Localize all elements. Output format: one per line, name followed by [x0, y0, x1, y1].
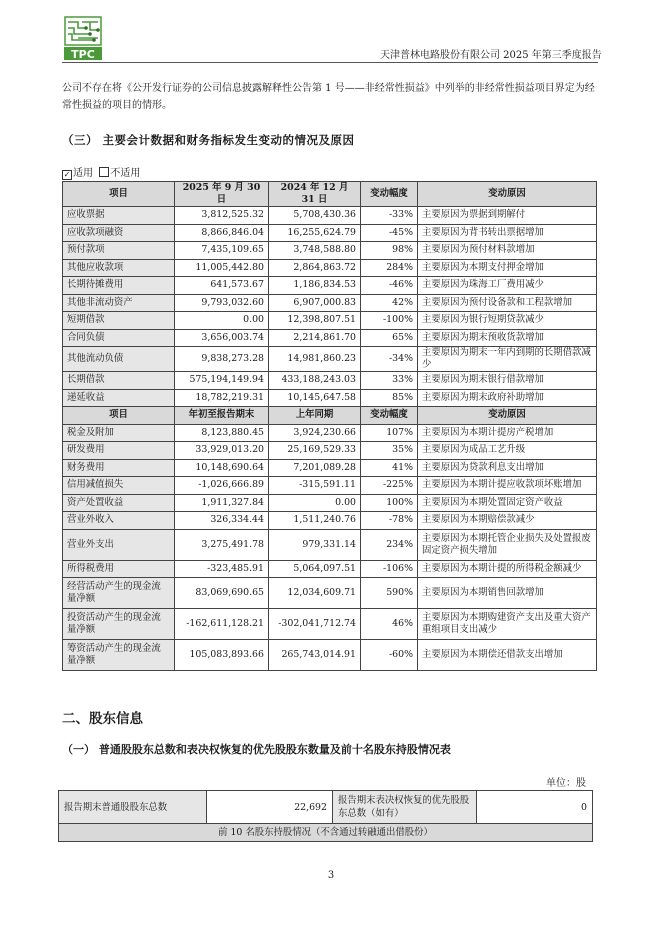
applicable-checkbox[interactable] [62, 168, 93, 179]
prior-value-cell: 16,255,624.79 [269, 224, 361, 242]
current-value-cell: 33,929,013.20 [175, 442, 269, 460]
reason-cell: 主要原因为本期支付押金增加 [418, 259, 597, 277]
prior-value-cell: 7,201,089.28 [269, 459, 361, 477]
current-value-cell: 18,782,219.31 [175, 389, 269, 407]
preferred-holders-value: 0 [477, 791, 593, 824]
item-cell: 营业外收入 [63, 512, 175, 530]
item-cell: 营业外支出 [63, 529, 175, 560]
item-cell: 预付款项 [63, 242, 175, 260]
table-row [63, 347, 597, 372]
change-rate-cell: -100% [361, 312, 418, 330]
current-value-cell: 11,005,442.80 [175, 259, 269, 277]
prior-value-cell: 5,708,430.36 [269, 207, 361, 225]
not-applicable-checkbox[interactable] [99, 168, 140, 179]
table-row [63, 477, 597, 495]
reason-cell: 主要原因为期末政府补助增加 [418, 389, 597, 407]
table-row [63, 312, 597, 330]
current-value-cell: -1,026,666.89 [175, 477, 269, 495]
table-row [63, 424, 597, 442]
item-cell: 筹资活动产生的现金流量净额 [63, 640, 175, 671]
reason-cell: 主要原因为背书转出票据增加 [418, 224, 597, 242]
reason-cell: 主要原因为预付设备款和工程款增加 [418, 294, 597, 312]
change-rate-cell: 46% [361, 609, 418, 640]
current-value-cell: 8,123,880.45 [175, 424, 269, 442]
table-row [63, 389, 597, 407]
reason-cell: 主要原因为贷款利息支出增加 [418, 459, 597, 477]
prior-value-cell: 1,511,240.76 [269, 512, 361, 530]
reason-cell: 主要原因为本期购建资产支出及重大资产重组项目支出减少 [418, 609, 597, 640]
table-header-income [63, 407, 597, 425]
current-value-cell: 3,812,525.32 [175, 207, 269, 225]
prior-value-cell: 433,188,243.03 [269, 372, 361, 390]
table-row [63, 442, 597, 460]
reason-cell: 主要原因为本期计提应收款项坏账增加 [418, 477, 597, 495]
item-cell: 财务费用 [63, 459, 175, 477]
reason-cell: 主要原因为本期托管企业损失及处置报废固定资产损失增加 [418, 529, 597, 560]
current-value-cell: 326,334.44 [175, 512, 269, 530]
current-value-cell: 9,838,273.28 [175, 347, 269, 372]
preferred-holders-label: 报告期末表决权恢复的优先股股东总数（如有） [333, 791, 477, 824]
reason-cell: 主要原因为期末预收货款增加 [418, 329, 597, 347]
change-rate-cell: 85% [361, 389, 418, 407]
table-row [63, 459, 597, 477]
prior-value-cell: 0.00 [269, 494, 361, 512]
table-row [63, 512, 597, 530]
table-row [63, 640, 597, 671]
current-value-cell: 3,656,003.74 [175, 329, 269, 347]
change-rate-cell: 41% [361, 459, 418, 477]
header-cell: 变动幅度 [361, 182, 418, 207]
item-cell: 所得税费用 [63, 560, 175, 578]
prior-value-cell: 25,169,529.33 [269, 442, 361, 460]
table-row [59, 791, 593, 824]
item-cell: 研发费用 [63, 442, 175, 460]
reason-cell: 主要原因为本期计提的所得税金额减少 [418, 560, 597, 578]
change-rate-cell: 33% [361, 372, 418, 390]
change-rate-cell: -33% [361, 207, 418, 225]
header-cell: 项目 [63, 182, 175, 207]
not-applicable-label: 不适用 [110, 168, 141, 179]
table-row [63, 294, 597, 312]
reason-cell: 主要原因为本期赔偿款减少 [418, 512, 597, 530]
prior-value-cell: -302,041,712.74 [269, 609, 361, 640]
table-row [63, 578, 597, 609]
prior-value-cell: 1,186,834.53 [269, 277, 361, 295]
item-cell: 应收款项融资 [63, 224, 175, 242]
header-cell: 年初至报告期末 [175, 407, 269, 425]
intro-paragraph: 公司不存在将《公开发行证券的公司信息披露解释性公告第 1 号——非经常性损益》中列举的非经常性损益项目界定为经常性损益的项目的情形。 [62, 83, 595, 111]
common-holders-label: 报告期末普通股股东总数 [59, 791, 207, 824]
current-value-cell: 641,573.67 [175, 277, 269, 295]
item-cell: 资产处置收益 [63, 494, 175, 512]
top10-holders-caption: 前 10 名股东持股情况（不含通过转融通出借股份） [59, 824, 593, 842]
prior-value-cell: 3,748,588.80 [269, 242, 361, 260]
prior-value-cell: 10,145,647.58 [269, 389, 361, 407]
change-rate-cell: -60% [361, 640, 418, 671]
section-heading-changes: （三） 主要会计数据和财务指标发生变动的情况及原因 [62, 133, 355, 147]
header-cell: 变动原因 [418, 407, 597, 425]
section-heading-shareholders: 二、股东信息 [62, 711, 143, 727]
unchecked-checkbox-icon [99, 167, 109, 177]
table-row [59, 824, 593, 842]
current-value-cell: 575,194,149.94 [175, 372, 269, 390]
header-divider [62, 62, 598, 63]
shareholder-table [58, 790, 593, 842]
current-value-cell: 3,275,491.78 [175, 529, 269, 560]
page-number: 3 [327, 870, 335, 881]
current-value-cell: 0.00 [175, 312, 269, 330]
current-value-cell: 1,911,327.84 [175, 494, 269, 512]
header-cell: 变动原因 [418, 182, 597, 207]
header-cell: 2024 年 12 月 31 日 [269, 182, 361, 207]
financial-changes-table [62, 181, 597, 671]
prior-value-cell: 2,214,861.70 [269, 329, 361, 347]
change-rate-cell: -46% [361, 277, 418, 295]
header-cell: 项目 [63, 407, 175, 425]
change-rate-cell: -45% [361, 224, 418, 242]
item-cell: 应收票据 [63, 207, 175, 225]
prior-value-cell: 3,924,230.66 [269, 424, 361, 442]
item-cell: 短期借款 [63, 312, 175, 330]
change-rate-cell: -78% [361, 512, 418, 530]
change-rate-cell: 42% [361, 294, 418, 312]
change-rate-cell: 107% [361, 424, 418, 442]
unit-label: 单位：股 [546, 778, 586, 789]
change-rate-cell: 35% [361, 442, 418, 460]
reason-cell: 主要原因为银行短期贷款减少 [418, 312, 597, 330]
subsection-heading-shareholders: （一） 普通股股东总数和表决权恢复的优先股股东数量及前十名股东持股情况表 [62, 743, 451, 756]
reason-cell: 主要原因为本期销售回款增加 [418, 578, 597, 609]
reason-cell: 主要原因为票据到期解付 [418, 207, 597, 225]
table-row [63, 329, 597, 347]
prior-value-cell: 14,981,860.23 [269, 347, 361, 372]
company-logo [64, 16, 102, 60]
item-cell: 长期待摊费用 [63, 277, 175, 295]
item-cell: 经营活动产生的现金流量净额 [63, 578, 175, 609]
current-value-cell: 8,866,846.04 [175, 224, 269, 242]
item-cell: 信用减值损失 [63, 477, 175, 495]
table-row [63, 529, 597, 560]
table-row [63, 224, 597, 242]
current-value-cell: 10,148,690.64 [175, 459, 269, 477]
prior-value-cell: 6,907,000.83 [269, 294, 361, 312]
item-cell: 递延收益 [63, 389, 175, 407]
checked-checkbox-icon: ✓ [63, 170, 71, 179]
prior-value-cell: -315,591.11 [269, 477, 361, 495]
item-cell: 其他非流动资产 [63, 294, 175, 312]
table-row [63, 372, 597, 390]
reason-cell: 主要原因为期末银行借款增加 [418, 372, 597, 390]
header-cell: 变动幅度 [361, 407, 418, 425]
item-cell: 税金及附加 [63, 424, 175, 442]
applicability-options [62, 164, 140, 180]
prior-value-cell: 2,864,863.72 [269, 259, 361, 277]
common-holders-value: 22,692 [207, 791, 333, 824]
change-rate-cell: 284% [361, 259, 418, 277]
change-rate-cell: 590% [361, 578, 418, 609]
item-cell: 其他应收款项 [63, 259, 175, 277]
table-row [63, 259, 597, 277]
prior-value-cell: 12,034,609.71 [269, 578, 361, 609]
current-value-cell: 83,069,690.65 [175, 578, 269, 609]
item-cell: 长期借款 [63, 372, 175, 390]
reason-cell: 主要原因为本期处置固定资产收益 [418, 494, 597, 512]
applicable-label: 适用 [73, 168, 93, 179]
header-cell: 2025 年 9 月 30 日 [175, 182, 269, 207]
current-value-cell: 9,793,032.60 [175, 294, 269, 312]
table-row [63, 242, 597, 260]
change-rate-cell: 100% [361, 494, 418, 512]
logo-text: TPC [71, 48, 95, 60]
table-row [63, 494, 597, 512]
item-cell: 其他流动负债 [63, 347, 175, 372]
change-rate-cell: -34% [361, 347, 418, 372]
current-value-cell: 105,083,893.66 [175, 640, 269, 671]
prior-value-cell: 265,743,014.91 [269, 640, 361, 671]
table-row [63, 560, 597, 578]
prior-value-cell: 979,331.14 [269, 529, 361, 560]
reason-cell: 主要原因为珠海工厂费用减少 [418, 277, 597, 295]
current-value-cell: 7,435,109.65 [175, 242, 269, 260]
current-value-cell: -323,485.91 [175, 560, 269, 578]
table-row [63, 609, 597, 640]
reason-cell: 主要原因为本期偿还借款支出增加 [418, 640, 597, 671]
reason-cell: 主要原因为预付材料款增加 [418, 242, 597, 260]
reason-cell: 主要原因为成品工艺升级 [418, 442, 597, 460]
change-rate-cell: -225% [361, 477, 418, 495]
table-header-balance [63, 182, 597, 207]
reason-cell: 主要原因为本期计提房产税增加 [418, 424, 597, 442]
item-cell: 合同负债 [63, 329, 175, 347]
item-cell: 投资活动产生的现金流量净额 [63, 609, 175, 640]
change-rate-cell: 98% [361, 242, 418, 260]
change-rate-cell: 234% [361, 529, 418, 560]
prior-value-cell: 12,398,807.51 [269, 312, 361, 330]
current-value-cell: -162,611,128.21 [175, 609, 269, 640]
table-row [63, 207, 597, 225]
table-row [63, 277, 597, 295]
header-cell: 上年同期 [269, 407, 361, 425]
change-rate-cell: -106% [361, 560, 418, 578]
report-header-title: 天津普林电路股份有限公司 2025 年第三季度报告 [380, 50, 602, 61]
reason-cell: 主要原因为期末一年内到期的长期借款减少 [418, 347, 597, 372]
change-rate-cell: 65% [361, 329, 418, 347]
prior-value-cell: 5,064,097.51 [269, 560, 361, 578]
